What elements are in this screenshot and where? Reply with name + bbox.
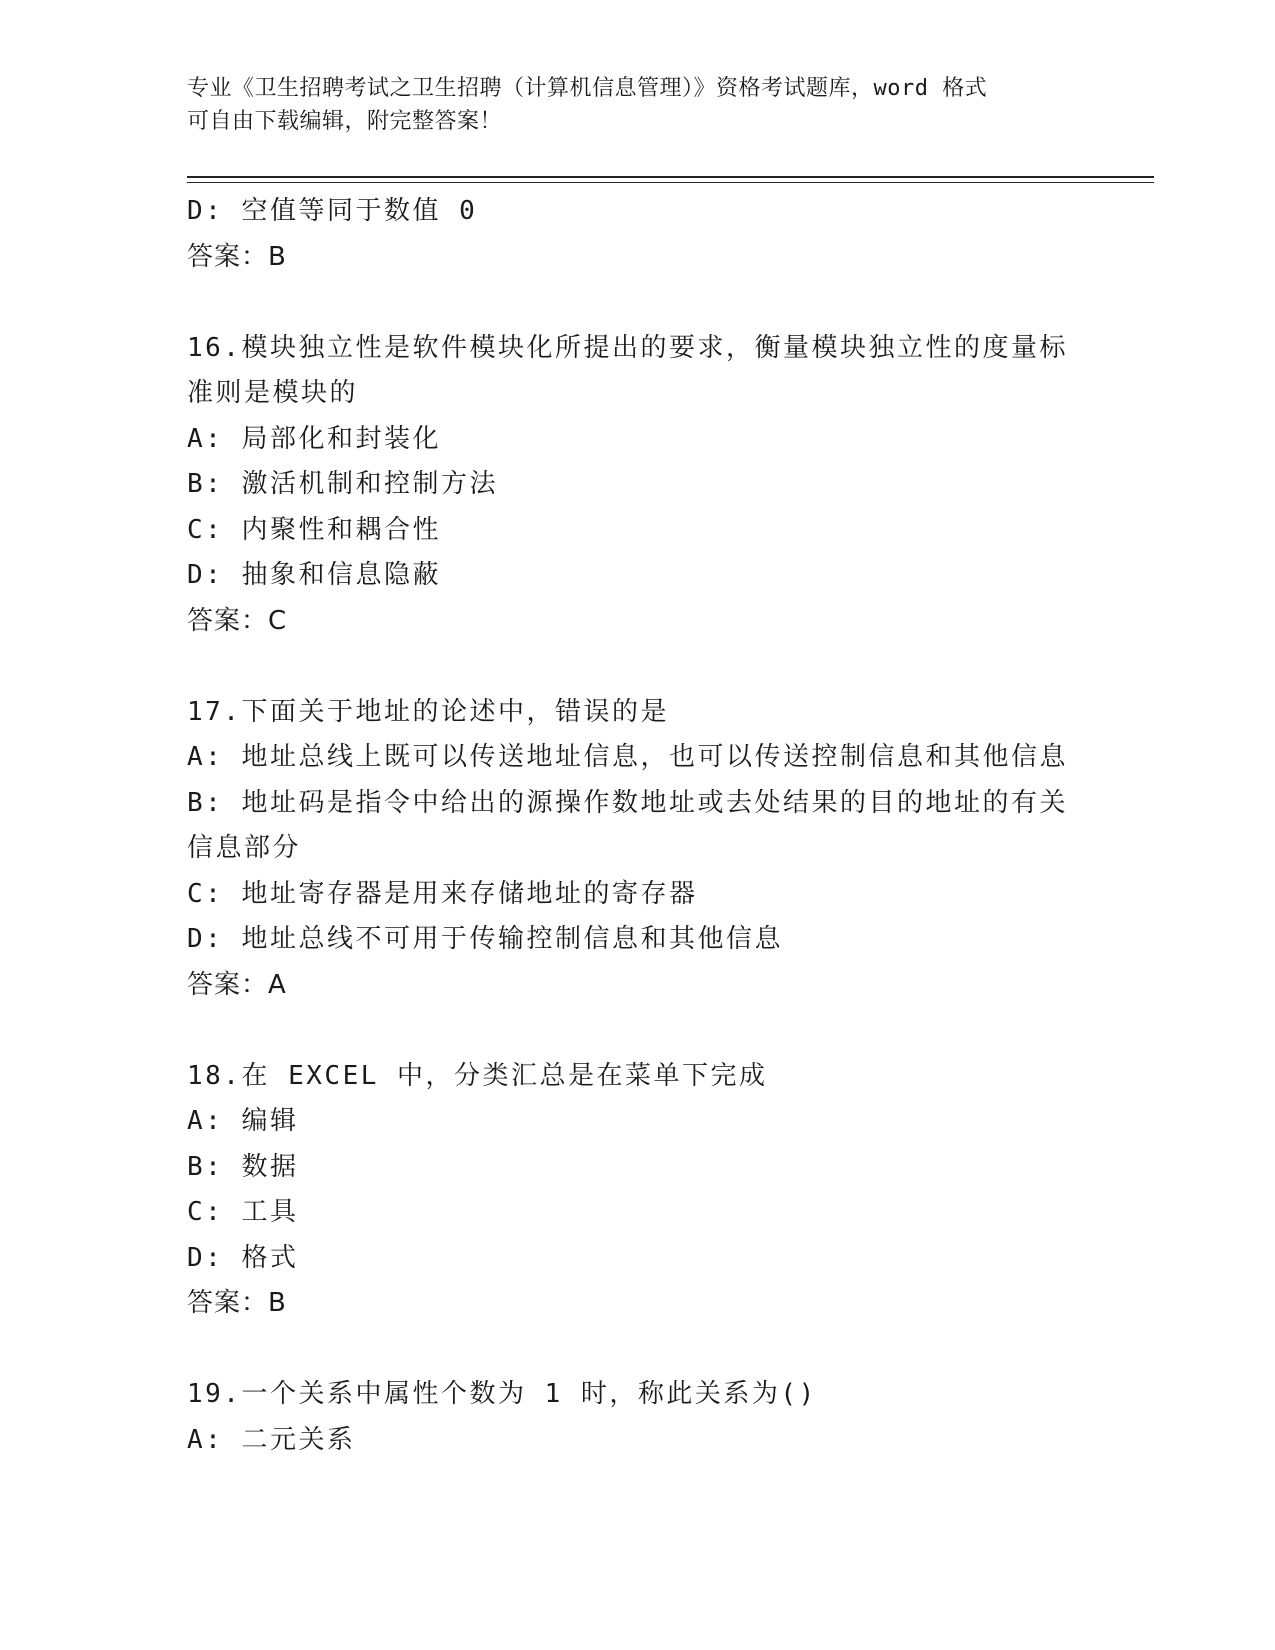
option-b: B: 数据 [187, 1151, 299, 1182]
question-text-continued: 准则是模块的 [187, 378, 359, 408]
spacer [187, 644, 1087, 690]
question-text: 18.在 EXCEL 中，分类汇总是在菜单下完成 [187, 1060, 768, 1091]
option-d: D: 空值等同于数值 0 [187, 196, 478, 226]
answer: 答案：A [187, 969, 287, 1000]
document-header [187, 72, 1067, 138]
answer: 答案：C [187, 605, 288, 636]
option-c: C: 内聚性和耦合性 [187, 514, 441, 545]
header-line-2: 可自由下载编辑，附完整答案！ [187, 109, 503, 134]
option-a: A: 编辑 [187, 1106, 299, 1136]
answer: 答案：B [187, 1288, 287, 1318]
spacer [187, 1327, 1087, 1373]
question-18 [187, 1054, 1087, 1327]
header-divider-thin [187, 182, 1154, 183]
spacer [187, 1008, 1087, 1054]
option-c: C: 地址寄存器是用来存储地址的寄存器 [187, 878, 698, 909]
option-b: B: 地址码是指令中给出的源操作数地址或去处结果的目的地址的有关 [187, 787, 1068, 818]
answer: 答案：B [187, 241, 287, 272]
question-16 [187, 326, 1087, 645]
option-b-continued: 信息部分 [187, 833, 302, 863]
option-d: D: 抽象和信息隐蔽 [187, 560, 441, 590]
document-body [187, 189, 1087, 1463]
option-c: C: 工具 [187, 1197, 299, 1227]
option-a: A: 地址总线上既可以传送地址信息，也可以传送控制信息和其他信息 [187, 742, 1068, 772]
question-text: 16.模块独立性是软件模块化所提出的要求，衡量模块独立性的度量标 [187, 332, 1068, 363]
option-d: D: 地址总线不可用于传输控制信息和其他信息 [187, 924, 783, 954]
question-text: 19.一个关系中属性个数为 1 时，称此关系为() [187, 1379, 817, 1409]
option-b: B: 激活机制和控制方法 [187, 469, 498, 499]
question-15-tail [187, 189, 1087, 280]
header-divider-thick [187, 176, 1154, 178]
header-line-1: 专业《卫生招聘考试之卫生招聘（计算机信息管理）》资格考试题库，word 格式 [187, 76, 988, 101]
option-d: D: 格式 [187, 1242, 299, 1273]
option-a: A: 二元关系 [187, 1424, 356, 1455]
spacer [187, 280, 1087, 326]
option-a: A: 局部化和封装化 [187, 423, 441, 454]
question-19 [187, 1372, 1087, 1463]
question-text: 17.下面关于地址的论述中，错误的是 [187, 696, 669, 727]
question-17 [187, 690, 1087, 1009]
